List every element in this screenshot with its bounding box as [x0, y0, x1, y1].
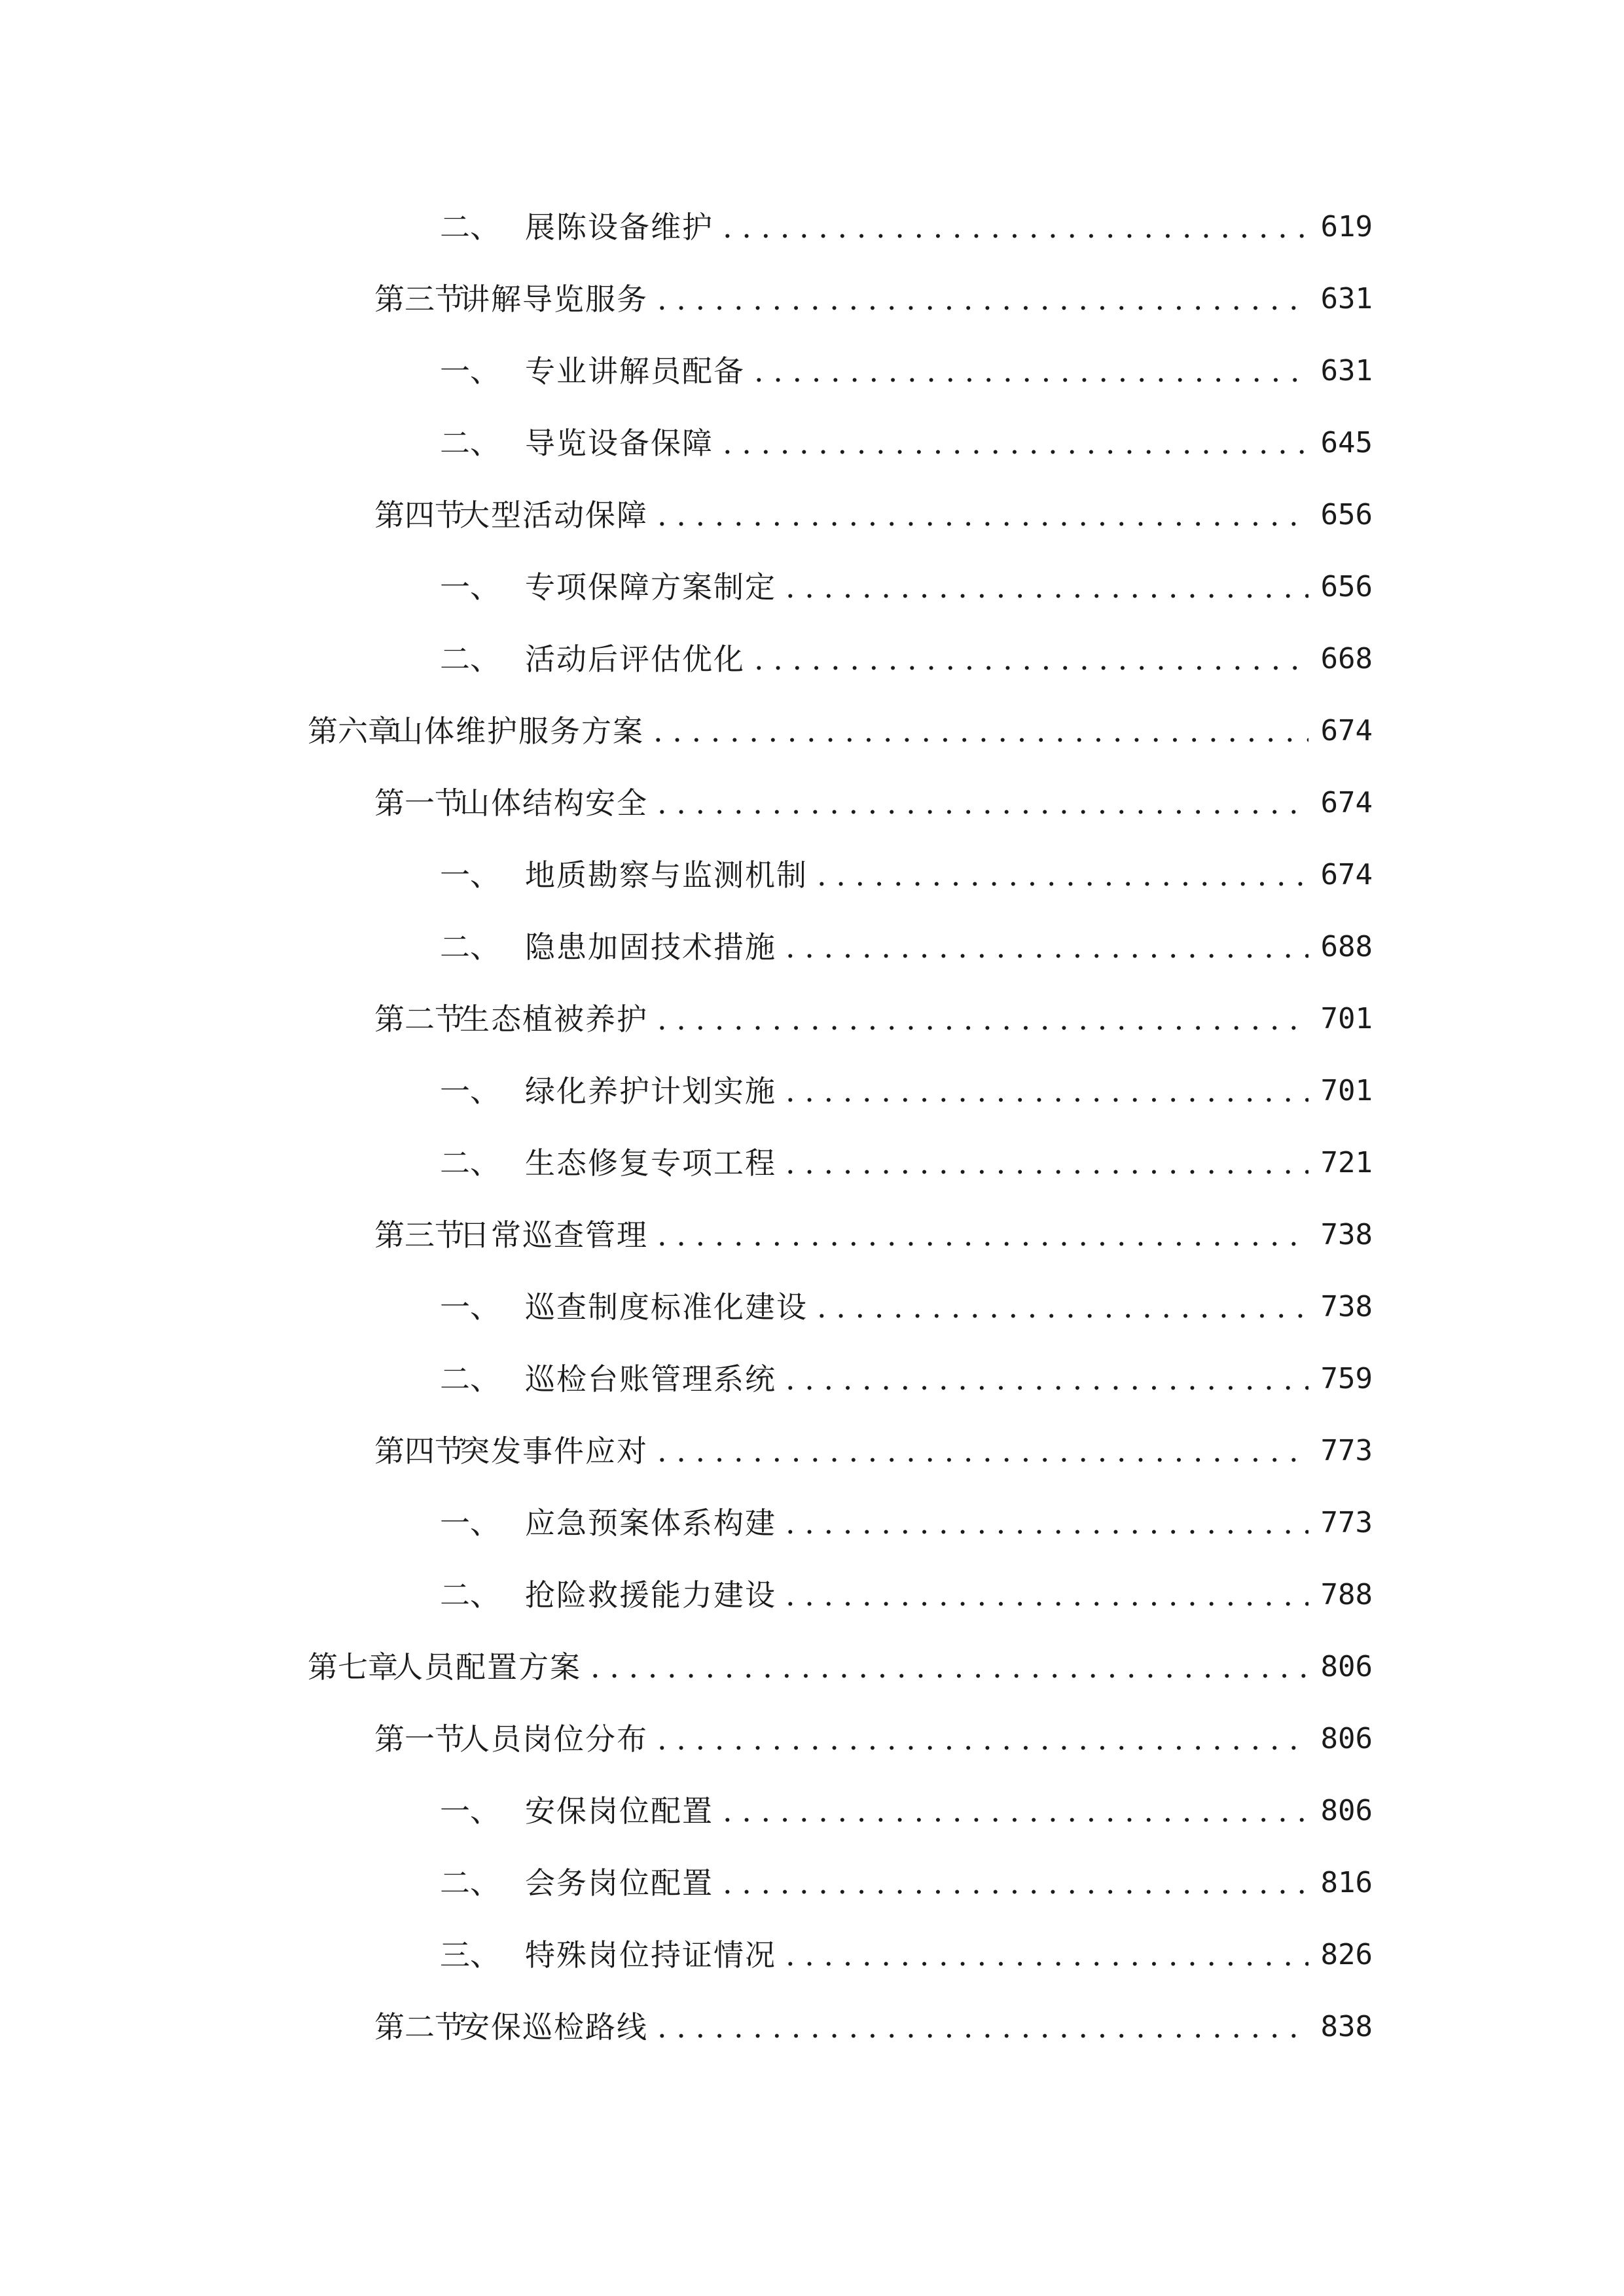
toc-title: 日常巡查管理 [460, 1217, 648, 1253]
toc-entry[interactable] [440, 1359, 1373, 1399]
toc-page-number: 656 [1320, 498, 1373, 531]
toc-title: 巡检台账管理系统 [525, 1361, 776, 1397]
toc-marker: 第四节 [374, 497, 465, 533]
toc-title: 人员岗位分布 [460, 1721, 648, 1757]
toc-entry[interactable] [374, 2007, 1373, 2047]
toc-page-number: 701 [1320, 1074, 1373, 1107]
toc-entry[interactable] [374, 783, 1373, 823]
toc-page-number: 631 [1320, 282, 1373, 315]
toc-entry[interactable] [440, 1143, 1373, 1183]
toc-leader-dots [657, 783, 1308, 823]
toc-entry[interactable] [440, 1791, 1373, 1831]
toc-page-number: 668 [1320, 642, 1373, 675]
toc-entry[interactable] [440, 423, 1373, 463]
toc-title: 绿化养护计划实施 [525, 1073, 776, 1109]
toc-page-number: 806 [1320, 1794, 1373, 1827]
toc-leader-dots [657, 1719, 1308, 1759]
toc-entry[interactable] [440, 1287, 1373, 1327]
toc-page-number: 674 [1320, 786, 1373, 819]
toc-marker: 二、 [440, 1577, 500, 1613]
toc-marker: 一、 [440, 857, 500, 893]
toc-entry[interactable] [374, 495, 1373, 535]
toc-title: 活动后评估优化 [525, 641, 745, 677]
toc-leader-dots [657, 1431, 1308, 1471]
toc-leader-dots [754, 639, 1308, 679]
toc-title: 应急预案体系构建 [525, 1505, 776, 1541]
toc-page-number: 738 [1320, 1218, 1373, 1251]
toc-leader-dots [817, 855, 1308, 895]
toc-entry[interactable] [440, 855, 1373, 895]
toc-title: 专项保障方案制定 [525, 569, 776, 605]
toc-leader-dots [785, 1071, 1308, 1111]
toc-marker: 二、 [440, 1865, 500, 1901]
toc-title: 生态植被养护 [460, 1001, 648, 1037]
toc-marker: 第三节 [374, 1217, 465, 1253]
toc-leader-dots [785, 1359, 1308, 1399]
toc-entry[interactable] [440, 567, 1373, 607]
toc-entry[interactable] [308, 711, 1373, 751]
toc-leader-dots [817, 1287, 1308, 1327]
toc-page-number: 806 [1320, 1650, 1373, 1683]
toc-entry[interactable] [440, 1071, 1373, 1111]
toc-page-number: 619 [1320, 210, 1373, 243]
toc-marker: 一、 [440, 1505, 500, 1541]
toc-marker: 三、 [440, 1937, 500, 1973]
toc-title: 会务岗位配置 [525, 1865, 713, 1901]
toc-entry[interactable] [440, 927, 1373, 967]
toc-leader-dots [657, 2007, 1308, 2047]
toc-title: 山体结构安全 [460, 785, 648, 821]
toc-page-number: 688 [1320, 930, 1373, 963]
toc-leader-dots [785, 1143, 1308, 1183]
toc-entry[interactable] [440, 351, 1373, 391]
toc-marker: 一、 [440, 1793, 500, 1829]
toc-page-number: 674 [1320, 858, 1373, 891]
toc-leader-dots [590, 1647, 1308, 1687]
toc-title: 地质勘察与监测机制 [525, 857, 808, 893]
toc-leader-dots [785, 1935, 1308, 1975]
toc-title: 大型活动保障 [460, 497, 648, 533]
toc-leader-dots [723, 207, 1308, 247]
toc-page-number: 656 [1320, 570, 1373, 603]
toc-leader-dots [657, 279, 1308, 319]
toc-marker: 二、 [440, 1361, 500, 1397]
toc-entry[interactable] [308, 1647, 1373, 1687]
toc-leader-dots [723, 1863, 1308, 1903]
toc-leader-dots [657, 1215, 1308, 1255]
toc-marker: 一、 [440, 1073, 500, 1109]
toc-page-number: 759 [1320, 1362, 1373, 1395]
toc-page-number: 773 [1320, 1506, 1373, 1539]
toc-title: 隐患加固技术措施 [525, 929, 776, 965]
toc-page-number: 816 [1320, 1866, 1373, 1899]
toc-title: 人员配置方案 [393, 1649, 581, 1685]
toc-page-number: 631 [1320, 354, 1373, 387]
toc-leader-dots [657, 999, 1308, 1039]
toc-page-number: 674 [1320, 714, 1373, 747]
toc-marker: 二、 [440, 209, 500, 245]
toc-leader-dots [653, 711, 1308, 751]
toc-entry[interactable] [440, 1863, 1373, 1903]
toc-entry[interactable] [374, 1719, 1373, 1759]
toc-title: 展陈设备维护 [525, 209, 713, 245]
toc-marker: 第七章 [308, 1649, 398, 1685]
toc-entry[interactable] [374, 1215, 1373, 1255]
toc-title: 特殊岗位持证情况 [525, 1937, 776, 1973]
toc-entry[interactable] [440, 639, 1373, 679]
toc-marker: 第六章 [308, 713, 398, 749]
toc-title: 生态修复专项工程 [525, 1145, 776, 1181]
toc-leader-dots [785, 1575, 1308, 1615]
toc-leader-dots [723, 423, 1308, 463]
toc-marker: 第一节 [374, 785, 465, 821]
toc-page-number: 773 [1320, 1434, 1373, 1467]
toc-marker: 一、 [440, 569, 500, 605]
toc-page-number: 788 [1320, 1578, 1373, 1611]
toc-entry[interactable] [440, 207, 1373, 247]
toc-title: 抢险救援能力建设 [525, 1577, 776, 1613]
toc-leader-dots [785, 1503, 1308, 1543]
toc-marker: 第一节 [374, 1721, 465, 1757]
toc-entry[interactable] [440, 1503, 1373, 1543]
toc-entry[interactable] [374, 1431, 1373, 1471]
toc-entry[interactable] [440, 1935, 1373, 1975]
toc-entry[interactable] [374, 279, 1373, 319]
toc-marker: 二、 [440, 1145, 500, 1181]
toc-title: 突发事件应对 [460, 1433, 648, 1469]
toc-entry[interactable] [440, 1575, 1373, 1615]
toc-title: 专业讲解员配备 [525, 353, 745, 389]
toc-page-number: 806 [1320, 1722, 1373, 1755]
toc-title: 讲解导览服务 [460, 281, 648, 317]
toc-leader-dots [657, 495, 1308, 535]
toc-marker: 第二节 [374, 2009, 465, 2045]
toc-title: 巡查制度标准化建设 [525, 1289, 808, 1325]
toc-page-number: 826 [1320, 1938, 1373, 1971]
toc-marker: 一、 [440, 1289, 500, 1325]
toc-page-number: 838 [1320, 2010, 1373, 2043]
toc-leader-dots [785, 567, 1308, 607]
toc-page-number: 738 [1320, 1290, 1373, 1323]
toc-marker: 二、 [440, 929, 500, 965]
toc-leader-dots [754, 351, 1308, 391]
toc-marker: 第三节 [374, 281, 465, 317]
toc-entry[interactable] [374, 999, 1373, 1039]
toc-page-number: 701 [1320, 1002, 1373, 1035]
toc-title: 安保巡检路线 [460, 2009, 648, 2045]
toc-marker: 二、 [440, 641, 500, 677]
toc-leader-dots [785, 927, 1308, 967]
toc-title: 山体维护服务方案 [393, 713, 644, 749]
toc-title: 导览设备保障 [525, 425, 713, 461]
toc-marker: 二、 [440, 425, 500, 461]
toc-marker: 一、 [440, 353, 500, 389]
toc-page-number: 721 [1320, 1146, 1373, 1179]
toc-marker: 第二节 [374, 1001, 465, 1037]
toc-leader-dots [723, 1791, 1308, 1831]
toc-page-number: 645 [1320, 426, 1373, 459]
toc-marker: 第四节 [374, 1433, 465, 1469]
toc-title: 安保岗位配置 [525, 1793, 713, 1829]
